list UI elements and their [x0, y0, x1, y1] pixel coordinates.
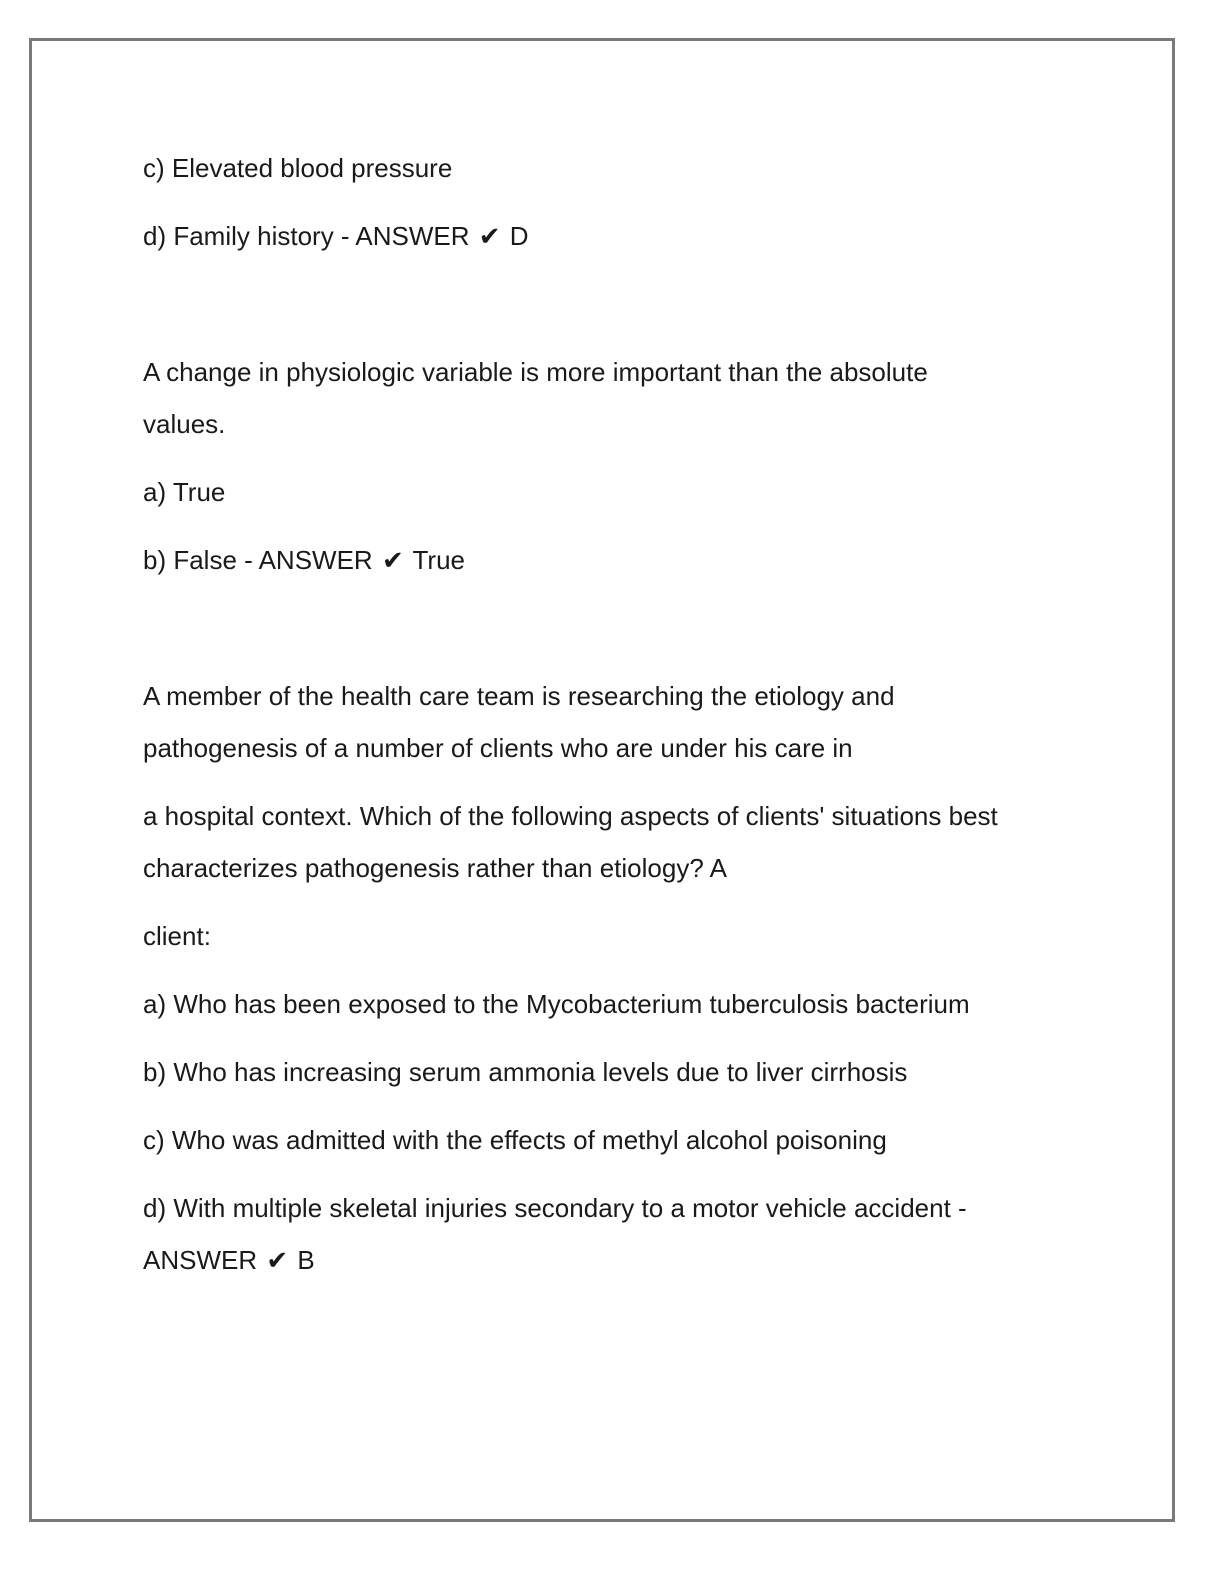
check-icon: ✔: [478, 222, 501, 252]
page-border: [29, 38, 1175, 1522]
q3-stem-line3: a hospital context. Which of the following aspects of clients' situations best: [143, 801, 998, 831]
q3-stem-line1: A member of the health care team is researching the etiology and: [143, 681, 895, 711]
check-icon: ✔: [266, 1246, 289, 1276]
q3-stem-line2: pathogenesis of a number of clients who are under his care in: [143, 733, 853, 763]
q2-option-a: a) True: [143, 477, 226, 507]
check-icon: ✔: [381, 546, 404, 576]
q1-option-c: c) Elevated blood pressure: [143, 153, 453, 183]
q3-stem-line5: client:: [143, 921, 211, 951]
q2-stem-line2: values.: [143, 409, 226, 439]
q3-option-a: a) Who has been exposed to the Mycobacterium tuberculosis bacterium: [143, 989, 970, 1019]
q1-answer: D: [509, 221, 529, 251]
q2-stem-line1: A change in physiologic variable is more important than the absolute: [143, 357, 928, 387]
q3-option-c: c) Who was admitted with the effects of methyl alcohol poisoning: [143, 1125, 887, 1155]
q3-option-b: b) Who has increasing serum ammonia levels due to liver cirrhosis: [143, 1057, 908, 1087]
q1-option-d-text: d) Family history - ANSWER: [143, 221, 470, 251]
q3-answer-label: ANSWER: [143, 1245, 258, 1275]
q3-answer: B: [297, 1245, 315, 1275]
q2-option-b-text: b) False - ANSWER: [143, 545, 373, 575]
q3-option-d: d) With multiple skeletal injuries secondary to a motor vehicle accident -: [143, 1193, 967, 1223]
q1-option-d: [143, 221, 529, 252]
q3-stem-line4: characterizes pathogenesis rather than etiology? A: [143, 853, 727, 883]
q2-answer: True: [412, 545, 466, 575]
q3-answer-line: [143, 1245, 315, 1276]
q2-option-b: [143, 545, 465, 576]
